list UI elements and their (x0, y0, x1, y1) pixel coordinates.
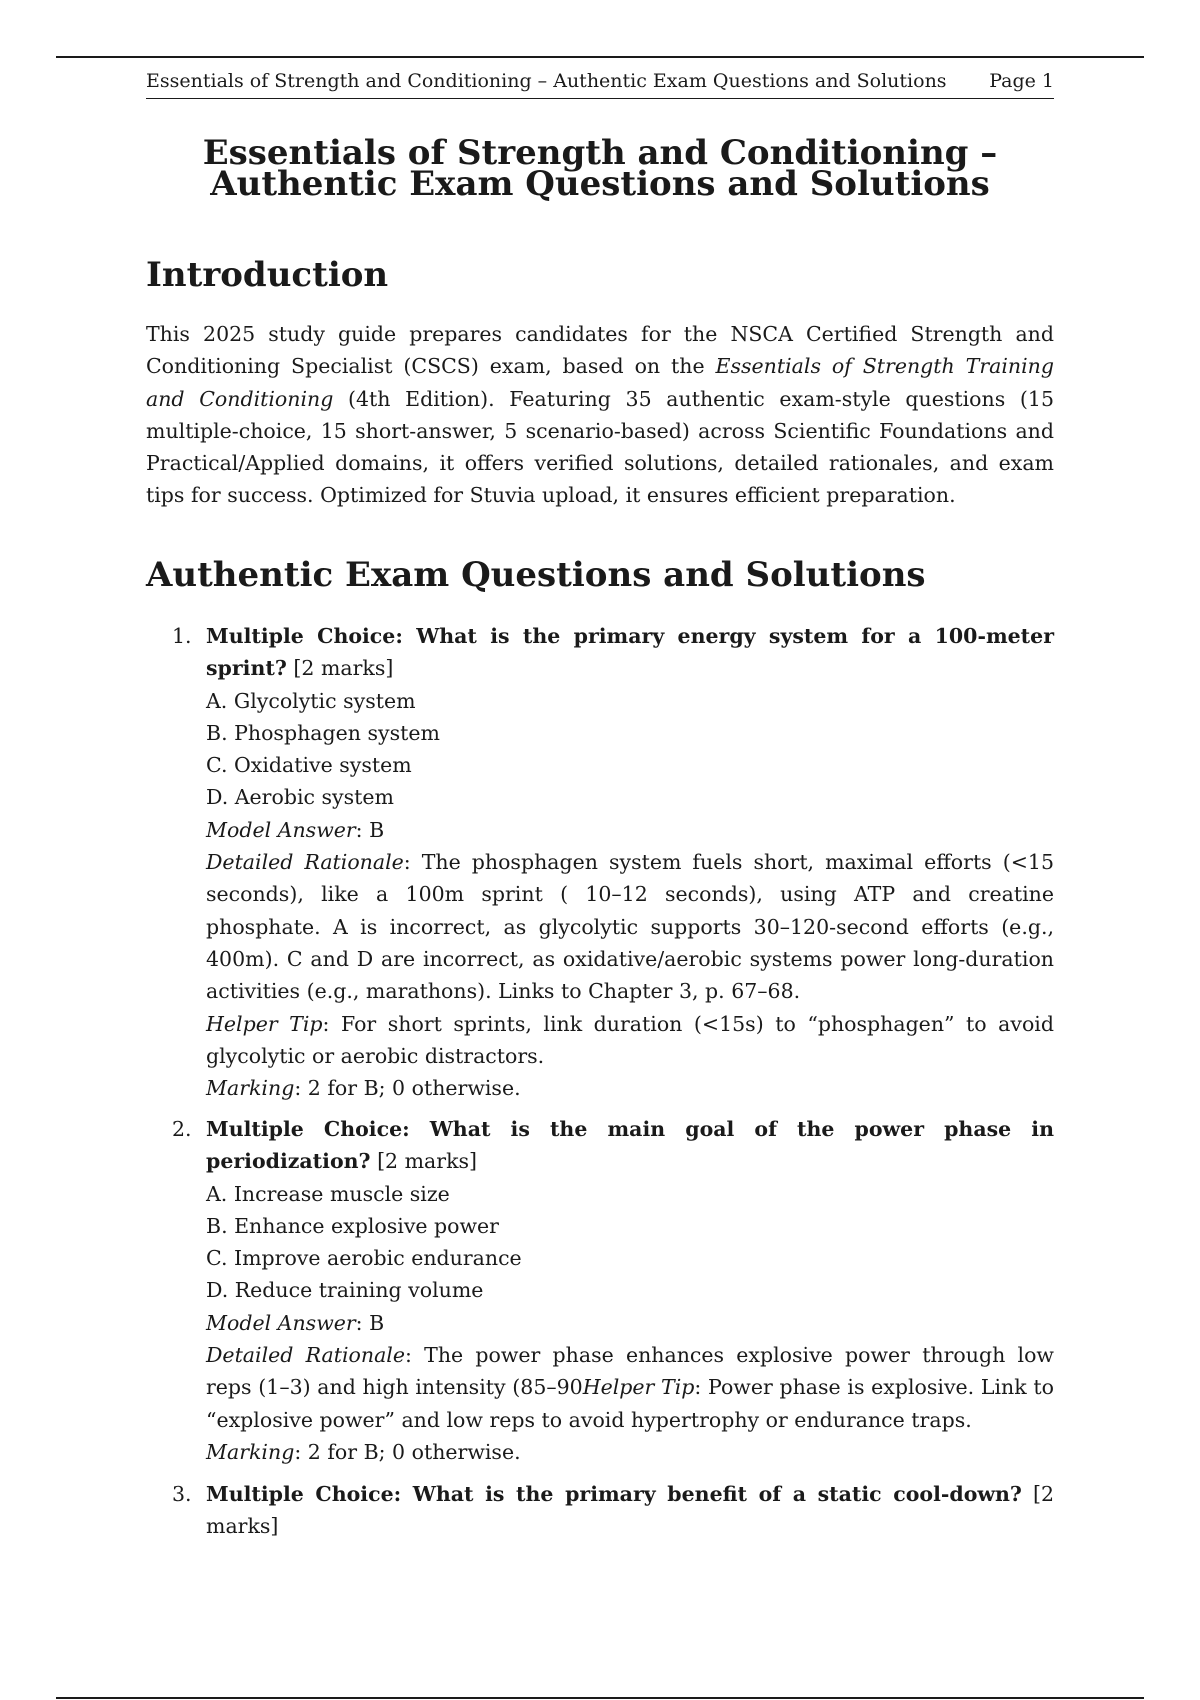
option-b: B. Phosphagen system (206, 720, 440, 745)
question-text: Multiple Choice: What is the primary benefit of a static cool-down? (206, 1482, 1022, 1506)
rationale-text: The power phase enhances explosive power through low reps (1–3) and high intensity (85–90 (206, 1343, 1054, 1400)
rationale-and-tip: Detailed Rationale: The power phase enhances explosive power through low reps (1–3) and high intensity (85–90Helper Tip: Power phase is explosive. Link to “explosive power” and low reps to avoid hypertrophy or endurance traps. (206, 1343, 1054, 1432)
question-1 (172, 620, 1054, 1104)
option-b: B. Enhance explosive power (206, 1213, 499, 1238)
question-2 (172, 1113, 1054, 1468)
question-prompt (206, 620, 1054, 685)
question-text: Multiple Choice: What is the primary energy system for a 100-meter sprint? (206, 624, 1054, 681)
question-text: Multiple Choice: What is the main goal of the power phase in periodization? (206, 1117, 1054, 1174)
page-number: Page 1 (989, 70, 1054, 92)
intro-text-1: This 2025 study guide prepares candidates for the NSCA Certified Strength and Conditioning Specialist (CSCS) exam, based on the (146, 322, 1054, 379)
model-answer-value: B (369, 817, 385, 842)
question-prompt (206, 1113, 1054, 1178)
model-answer-label: Model Answer (206, 1310, 356, 1335)
question-marks: [2 marks] (377, 1149, 478, 1174)
marking-text: 2 for B; 0 otherwise. (307, 1439, 521, 1464)
helper-tip-text: For short sprints, link duration (<15s) to “phosphagen” to avoid glycolytic or aerobic distractors. (206, 1011, 1054, 1068)
option-c: C. Oxidative system (206, 753, 412, 778)
introduction-paragraph (146, 318, 1054, 512)
running-head (146, 70, 1054, 99)
marking: Marking: 2 for B; 0 otherwise. (206, 1076, 521, 1101)
intro-text-2: (4th Edition). Featuring 35 authentic exam-style questions (15 multiple-choice, 15 short-answer, 5 scenario-based) across Scientific Foundations and Practical/Applied domains, it offers verified solutions, detailed rationales, and exam tips for success. Optimized for Stuvia upload, it ensures efficient preparation. (146, 386, 1054, 508)
question-3 (172, 1478, 1054, 1543)
model-answer: Model Answer: B (206, 1310, 385, 1335)
intro-book-title: Essentials of Strength Training and Conditioning (146, 354, 1054, 411)
option-c: C. Improve aerobic endurance (206, 1246, 522, 1271)
question-marks: [2 marks] (293, 656, 394, 681)
running-head-title: Essentials of Strength and Conditioning – Authentic Exam Questions and Solutions (146, 70, 947, 92)
question-number: 2. (172, 1117, 192, 1141)
helper-tip-label: Helper Tip (582, 1375, 695, 1400)
option-d: D. Reduce training volume (206, 1278, 484, 1303)
model-answer: Model Answer: B (206, 817, 385, 842)
marking: Marking: 2 for B; 0 otherwise. (206, 1439, 521, 1464)
question-number: 3. (172, 1482, 192, 1506)
rationale-label: Detailed Rationale (206, 1343, 405, 1368)
helper-tip: Helper Tip: For short sprints, link duration (<15s) to “phosphagen” to avoid glycolytic or aerobic distractors. (206, 1011, 1054, 1068)
question-prompt (206, 1478, 1054, 1543)
question-marks: [2 marks] (206, 1482, 1054, 1539)
introduction-heading: Introduction (146, 255, 389, 295)
option-d: D. Aerobic system (206, 785, 394, 810)
model-answer-label: Model Answer (206, 817, 356, 842)
marking-label: Marking (206, 1076, 295, 1101)
rationale-label: Detailed Rationale (206, 850, 404, 875)
marking-text: 2 for B; 0 otherwise. (307, 1076, 521, 1101)
document-title: Essentials of Strength and Conditioning – Authentic Exam Questions and Solutions (202, 133, 998, 204)
helper-tip-text: Power phase is explosive. Link to “explosive power” and low reps to avoid hypertrophy or endurance traps. (206, 1375, 1054, 1432)
question-number: 1. (172, 624, 192, 648)
top-rule (56, 56, 1144, 58)
option-a: A. Increase muscle size (206, 1181, 450, 1206)
option-a: A. Glycolytic system (206, 688, 416, 713)
questions-heading: Authentic Exam Questions and Solutions (146, 555, 926, 595)
rationale: Detailed Rationale: The phosphagen system fuels short, maximal efforts (<15 seconds), like a 100m sprint ( 10–12 seconds), using ATP and creatine phosphate. A is incorrect, as glycolytic supports 30–120-second efforts (e.g., 400m). C and D are incorrect, as oxidative/aerobic systems power long-duration activities (e.g., marathons). Links to Chapter 3, p. 67–68. (206, 850, 1054, 1004)
helper-tip-label: Helper Tip (206, 1011, 323, 1036)
model-answer-value: B (369, 1310, 385, 1335)
bottom-rule (56, 1697, 1144, 1699)
marking-label: Marking (206, 1439, 295, 1464)
rationale-text: The phosphagen system fuels short, maximal efforts (<15 seconds), like a 100m sprint ( 10–12 seconds), using ATP and creatine phosphate. A is incorrect, as glycolytic supports 30–120-second efforts (e.g., 400m). C and D are incorrect, as oxidative/aerobic systems power long-duration activities (e.g., marathons). Links to Chapter 3, p. 67–68. (206, 850, 1054, 1004)
